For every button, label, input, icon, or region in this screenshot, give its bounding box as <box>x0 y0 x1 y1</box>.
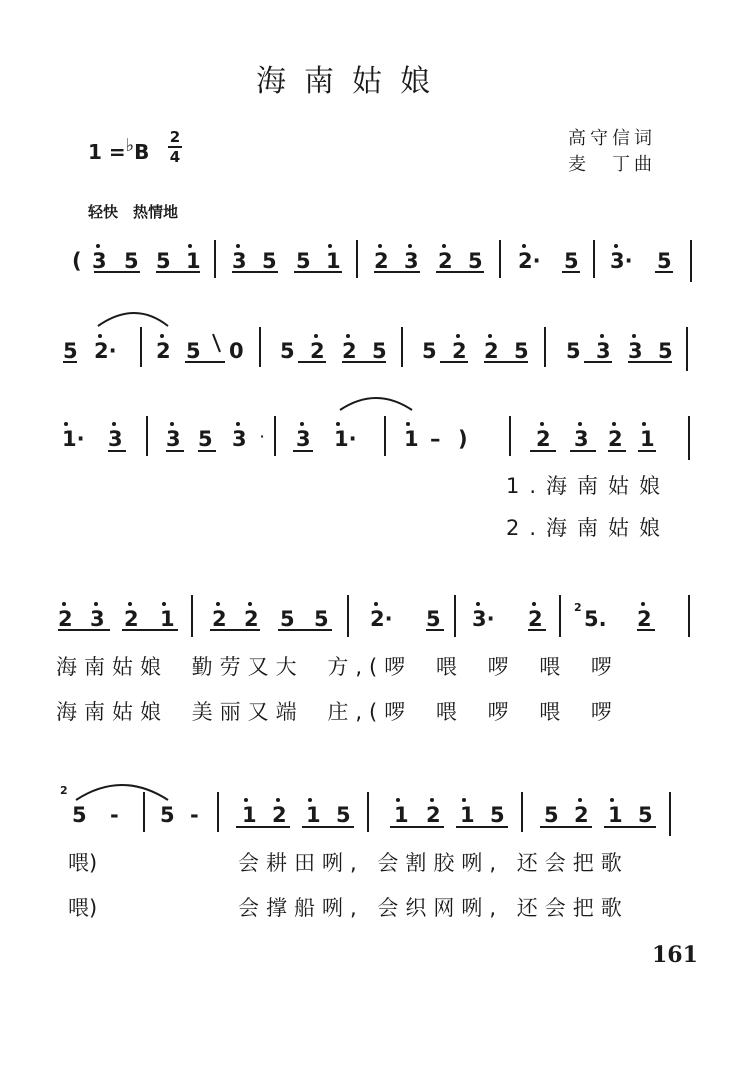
svg-text:5: 5 <box>426 607 441 631</box>
svg-text:2: 2 <box>438 249 453 273</box>
svg-text:5: 5 <box>372 339 387 363</box>
lyric-verse1-line3-start: 喂) <box>68 851 98 875</box>
svg-text:3·: 3· <box>472 607 495 631</box>
svg-text:5: 5 <box>156 249 171 273</box>
svg-text:3: 3 <box>628 339 643 363</box>
svg-text:1: 1 <box>394 803 409 827</box>
svg-text:2: 2 <box>574 601 582 614</box>
svg-text:5: 5 <box>336 803 351 827</box>
svg-text:1: 1 <box>326 249 341 273</box>
page-number: 161 <box>652 942 698 968</box>
lyric-verse2-intro: 2.海南姑娘 <box>506 516 671 540</box>
svg-text:3: 3 <box>296 427 311 451</box>
svg-text:2: 2 <box>124 607 139 631</box>
svg-text:2: 2 <box>60 784 68 797</box>
svg-text:5: 5 <box>186 339 201 363</box>
time-signature-top: 2 <box>169 128 181 146</box>
svg-text:5: 5 <box>422 339 437 363</box>
svg-text:5: 5 <box>490 803 505 827</box>
svg-text:1: 1 <box>242 803 257 827</box>
svg-text:3: 3 <box>108 427 123 451</box>
lyric-verse1-line2: 海南姑娘 勤劳又大 方,(啰 喂 啰 喂 啰 <box>56 655 619 679</box>
svg-text:5: 5 <box>72 803 87 827</box>
svg-text:-: - <box>110 803 119 827</box>
svg-text:5: 5 <box>198 427 213 451</box>
svg-text:2: 2 <box>528 607 543 631</box>
svg-text:-: - <box>190 803 199 827</box>
key-prefix: 1 = <box>88 140 126 164</box>
svg-text:2·: 2· <box>370 607 393 631</box>
svg-text:1·: 1· <box>334 427 357 451</box>
svg-text:2: 2 <box>156 339 171 363</box>
svg-text:3: 3 <box>166 427 181 451</box>
svg-text:1·: 1· <box>62 427 85 451</box>
svg-text:2·: 2· <box>518 249 541 273</box>
lyric-verse2-line3: 会撑船咧, 会织网咧, 还会把歌 <box>238 896 629 920</box>
svg-text:2: 2 <box>484 339 499 363</box>
svg-text:3: 3 <box>90 607 105 631</box>
svg-text:5: 5 <box>280 339 295 363</box>
svg-text:3: 3 <box>92 249 107 273</box>
key-note: B <box>134 140 150 164</box>
svg-text:(: ( <box>72 249 82 273</box>
svg-text:3: 3 <box>574 427 589 451</box>
svg-text:3·: 3· <box>610 249 633 273</box>
svg-text:5: 5 <box>514 339 529 363</box>
svg-text:3: 3 <box>596 339 611 363</box>
svg-text:5: 5 <box>468 249 483 273</box>
lyric-verse2-line3-start: 喂) <box>68 896 98 920</box>
svg-text:5: 5 <box>564 249 579 273</box>
song-title: 海南姑娘 <box>256 64 448 99</box>
svg-text:2: 2 <box>272 803 287 827</box>
composer-credit: 麦 丁曲 <box>568 154 656 175</box>
svg-text:·: · <box>260 430 265 443</box>
svg-text:3: 3 <box>232 249 247 273</box>
tempo-marking: 轻快 热情地 <box>88 203 179 221</box>
lyric-verse2-line2: 海南姑娘 美丽又端 庄,(啰 喂 啰 喂 啰 <box>56 700 619 724</box>
svg-text:5: 5 <box>566 339 581 363</box>
lyric-verse1-line3: 会耕田咧, 会割胶咧, 还会把歌 <box>238 851 629 875</box>
svg-text:2: 2 <box>244 607 259 631</box>
svg-text:5: 5 <box>63 339 78 363</box>
svg-text:5: 5 <box>638 803 653 827</box>
svg-text:1: 1 <box>186 249 201 273</box>
svg-text:2: 2 <box>536 427 551 451</box>
svg-text:3: 3 <box>232 427 247 451</box>
svg-text:2: 2 <box>608 427 623 451</box>
lyric-verse1-intro: 1.海南姑娘 <box>506 474 671 498</box>
svg-text:1: 1 <box>608 803 623 827</box>
svg-text:1: 1 <box>160 607 175 631</box>
svg-text:1: 1 <box>640 427 655 451</box>
svg-text:1: 1 <box>460 803 475 827</box>
svg-text:5: 5 <box>314 607 329 631</box>
svg-text:2·: 2· <box>94 339 117 363</box>
svg-text:2: 2 <box>574 803 589 827</box>
svg-text:1: 1 <box>404 427 419 451</box>
svg-text:5: 5 <box>262 249 277 273</box>
svg-text:5: 5 <box>296 249 311 273</box>
svg-text:0: 0 <box>229 339 244 363</box>
svg-text:): ) <box>458 427 468 451</box>
svg-text:3: 3 <box>404 249 419 273</box>
svg-text:5: 5 <box>658 339 673 363</box>
flat-sign: ♭ <box>125 135 135 156</box>
svg-text:5.: 5. <box>584 607 607 631</box>
svg-text:2: 2 <box>637 607 652 631</box>
svg-text:5: 5 <box>544 803 559 827</box>
svg-text:5: 5 <box>657 249 672 273</box>
svg-text:2: 2 <box>426 803 441 827</box>
svg-text:5: 5 <box>160 803 175 827</box>
time-signature-bottom: 4 <box>169 148 181 166</box>
svg-text:5: 5 <box>280 607 295 631</box>
svg-text:2: 2 <box>58 607 73 631</box>
svg-text:2: 2 <box>374 249 389 273</box>
svg-text:5: 5 <box>124 249 139 273</box>
lyricist-credit: 高守信词 <box>568 128 656 149</box>
svg-text:1: 1 <box>306 803 321 827</box>
svg-text:2: 2 <box>452 339 467 363</box>
svg-text:2: 2 <box>342 339 357 363</box>
svg-text:2: 2 <box>310 339 325 363</box>
svg-text:–: – <box>430 427 441 451</box>
svg-text:2: 2 <box>212 607 227 631</box>
